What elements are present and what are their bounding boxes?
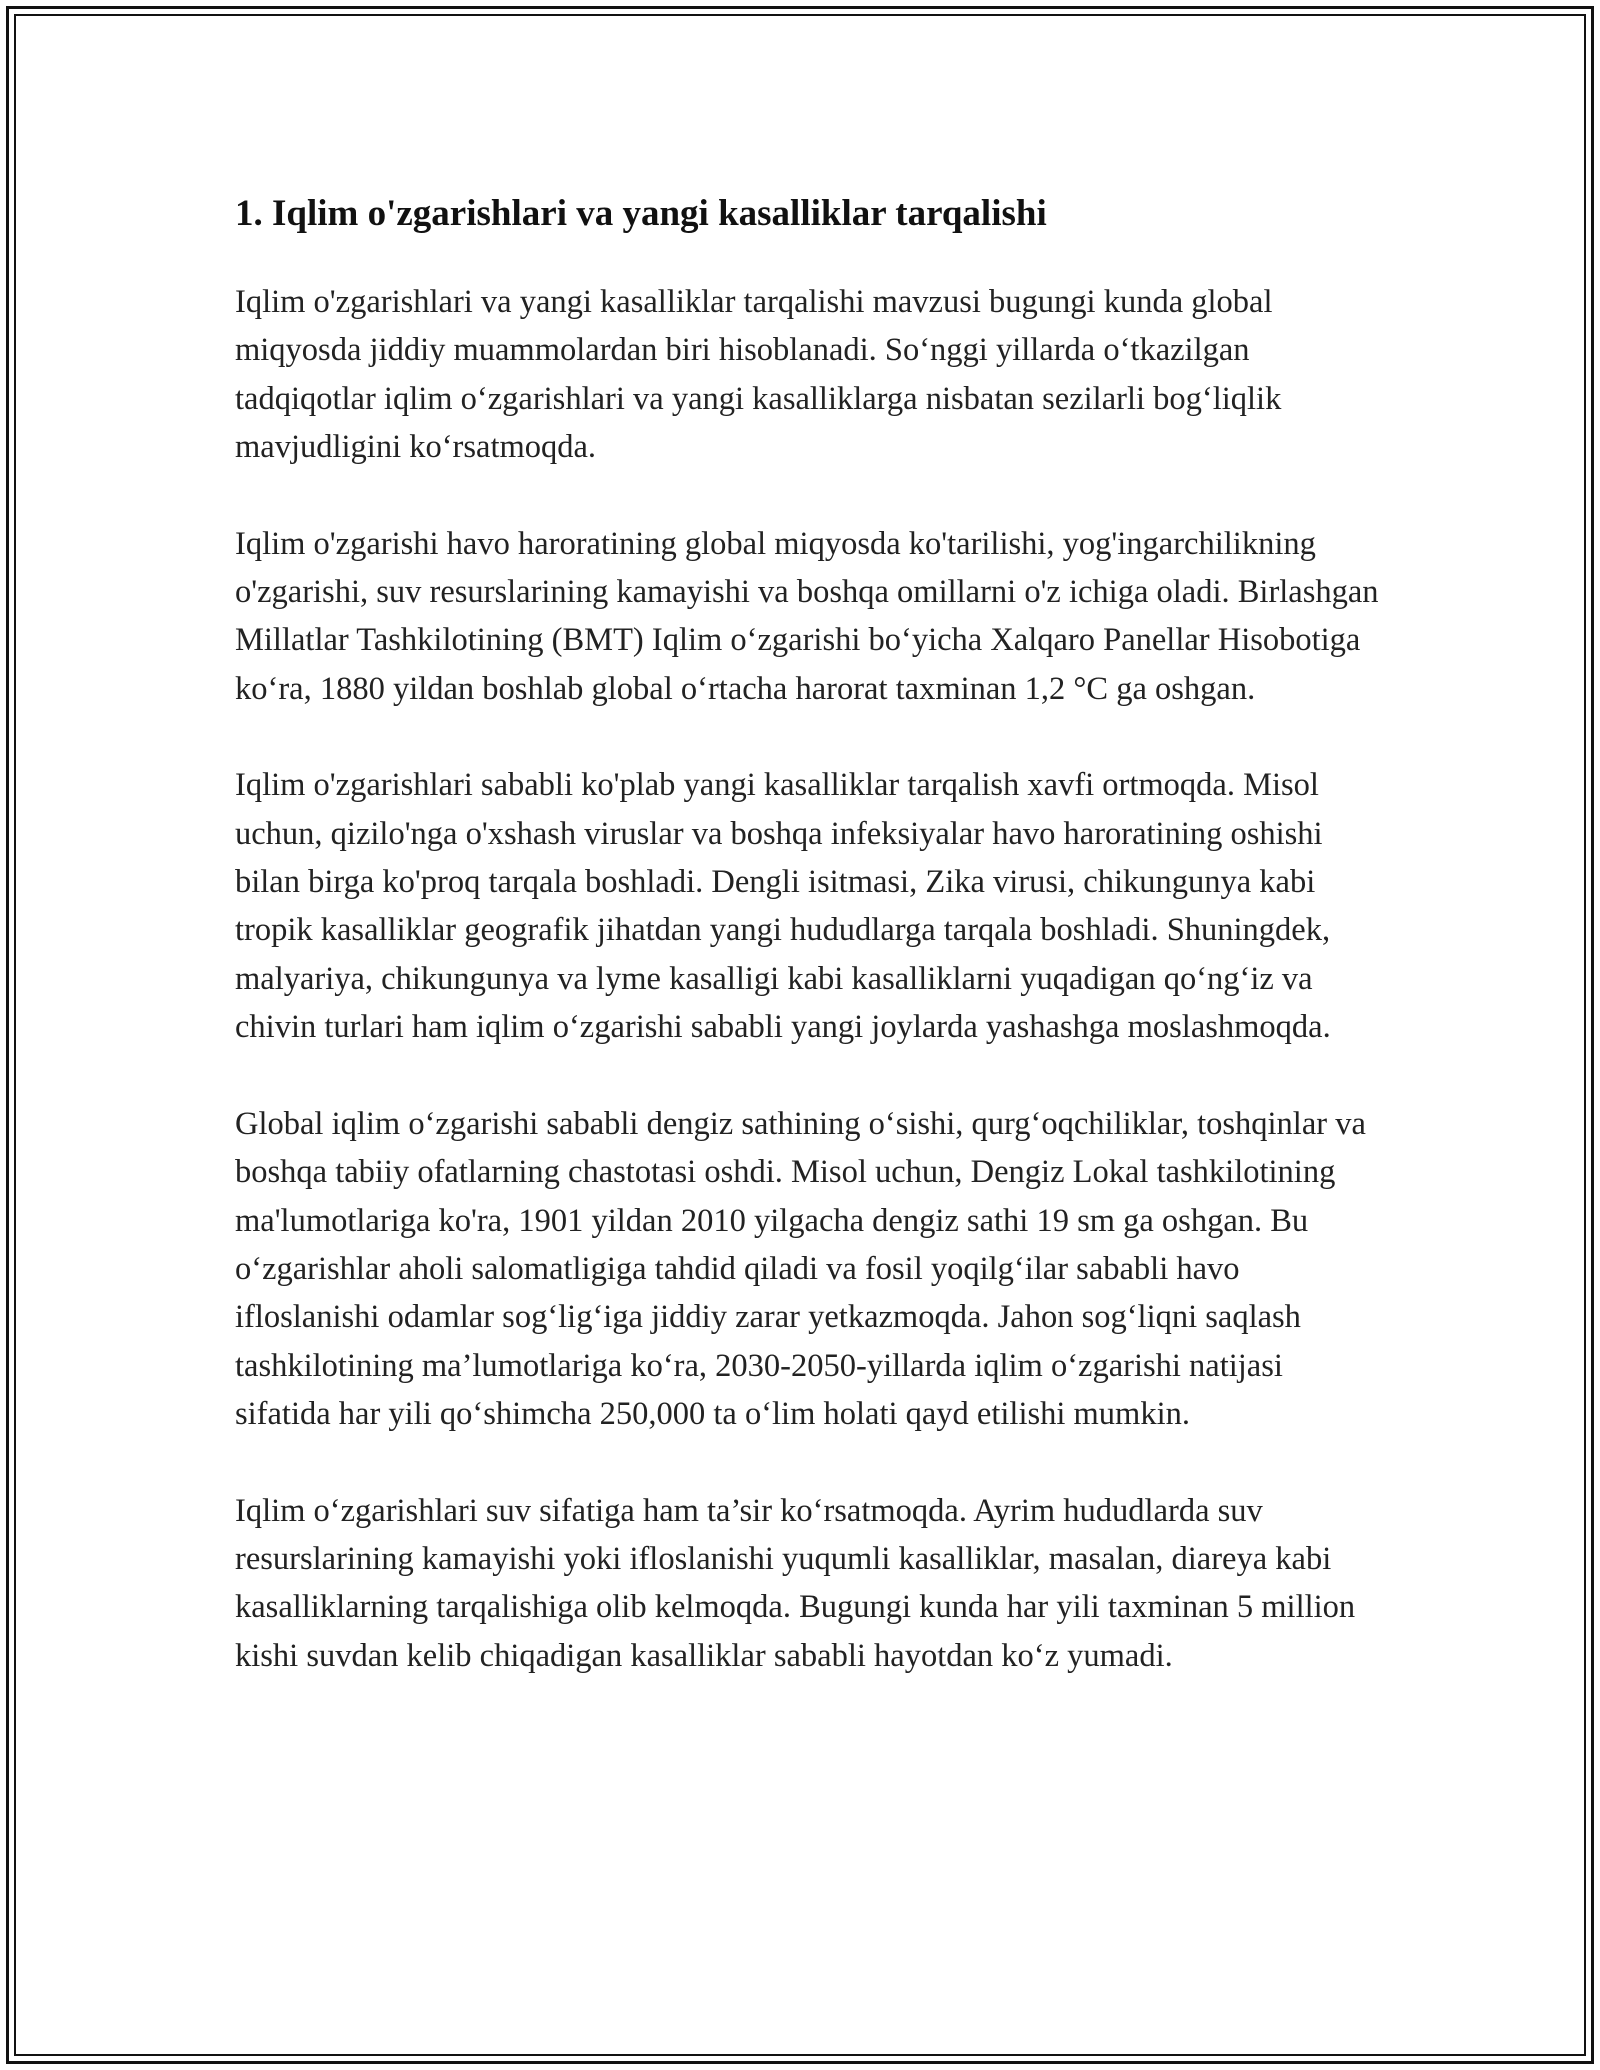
- section-heading: 1. Iqlim o'zgarishlari va yangi kasalliklar tarqalishi: [235, 193, 1047, 234]
- document-page: [235, 186, 1385, 1680]
- paragraph-sea-level-and-health: Global iqlim o‘zgarishi sababli dengiz sathining o‘sishi, qurg‘oqchiliklar, toshqinlar va boshqa tabiiy ofatlarning chastotasi oshdi. Misol uchun, Dengiz Lokal tashkilotining ma'lumotlariga ko'ra, 1901 yildan 2010 yilgacha dengiz sathi 19 sm ga oshgan. Bu o‘zgarishlar aholi salomatligiga tahdid qiladi va fosil yoqilg‘ilar sababli havo ifloslanishi odamlar sog‘lig‘iga jiddiy zarar yetkazmoqda. Jahon sog‘liqni saqlash tashkilotining ma’lumotlariga ko‘ra, 2030-2050-yillarda iqlim o‘zgarishi natijasi sifatida har yili qo‘shimcha 250,000 ta o‘lim holati qayd etilishi mumkin.: [235, 1105, 1366, 1433]
- paragraph-new-diseases: Iqlim o'zgarishlari sababli ko'plab yangi kasalliklar tarqalish xavfi ortmoqda. Misol uchun, qizilo'nga o'xshash viruslar va boshqa infeksiyalar havo haroratining oshishi bilan birga ko'proq tarqala boshladi. Dengli isitmasi, Zika virusi, chikungunya kabi tropik kasalliklar geografik jihatdan yangi hududlarga tarqala boshladi. Shuningdek, malyariya, chikungunya va lyme kasalligi kabi kasalliklarni yuqadigan qo‘ng‘iz va chivin turlari ham iqlim o‘zgarishi sababli yangi joylarda yashashga moslashmoqda.: [235, 767, 1331, 1046]
- paragraph-climate-change-factors: Iqlim o'zgarishi havo haroratining global miqyosda ko'tarilishi, yog'ingarchilikning o'zgarishi, suv resurslarining kamayishi va boshqa omillarni o'z ichiga oladi. Birlashgan Millatlar Tashkilotining (BMT) Iqlim o‘zgarishi bo‘yicha Xalqaro Panellar Hisobotiga ko‘ra, 1880 yildan boshlab global o‘rtacha harorat taxminan 1,2 °C ga oshgan.: [235, 525, 1379, 707]
- paragraph-water-quality: Iqlim o‘zgarishlari suv sifatiga ham ta’sir ko‘rsatmoqda. Ayrim hududlarda suv resurslarining kamayishi yoki ifloslanishi yuqumli kasalliklar, masalan, diareya kabi kasalliklarning tarqalishiga olib kelmoqda. Bugungi kunda har yili taxminan 5 million kishi suvdan kelib chiqadigan kasalliklar sababli hayotdan ko‘z yumadi.: [235, 1492, 1356, 1674]
- paragraph-introduction: Iqlim o'zgarishlari va yangi kasalliklar tarqalishi mavzusi bugungi kunda global miqyosda jiddiy muammolardan biri hisoblanadi. So‘nggi yillarda o‘tkazilgan tadqiqotlar iqlim o‘zgarishlari va yangi kasalliklarga nisbatan sezilarli bog‘liqlik mavjudligini ko‘rsatmoqda.: [235, 284, 1282, 466]
